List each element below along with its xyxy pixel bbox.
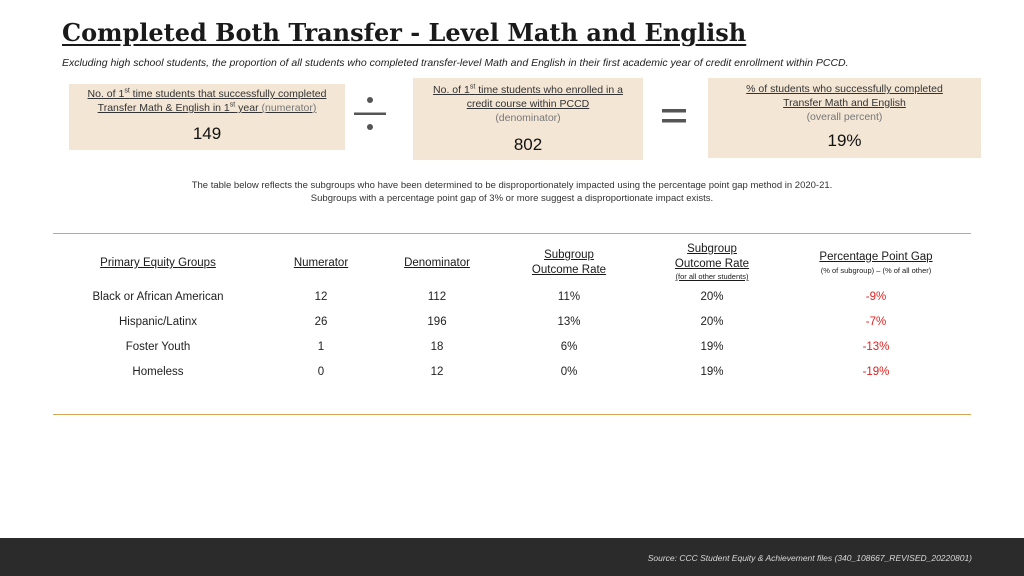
denominator-line-3: (denominator) bbox=[495, 112, 561, 124]
page-subtitle: Excluding high school students, the proportion of all students who completed transfer-level Math and English in their first academic year of credit enrollment within PCCD. bbox=[62, 57, 849, 69]
row-4-gap: -19% bbox=[862, 366, 890, 378]
denominator-box bbox=[413, 78, 643, 160]
row-4-numerator: 0 bbox=[317, 366, 325, 378]
row-1-gap: -9% bbox=[865, 291, 887, 303]
table-top-rule bbox=[53, 233, 971, 234]
numerator-line-2: Transfer Math & English in 1st year (numerator) bbox=[97, 101, 317, 114]
row-3-denominator: 18 bbox=[430, 341, 444, 353]
row-3-other-rate: 19% bbox=[700, 341, 724, 353]
row-2-gap: -7% bbox=[865, 316, 887, 328]
row-4-group: Homeless bbox=[132, 366, 184, 378]
result-line-1: % of students who successfully completed bbox=[746, 83, 943, 95]
row-2-subgroup-rate: 13% bbox=[557, 316, 581, 328]
result-line-2: Transfer Math and English bbox=[783, 97, 906, 109]
header-denominator: Denominator bbox=[404, 257, 470, 269]
row-2-denominator: 196 bbox=[427, 316, 447, 328]
divide-icon bbox=[352, 92, 388, 136]
footer-bar bbox=[0, 538, 1024, 576]
source-citation: Source: CCC Student Equity & Achievement files (340_108667_REVISED_20220801) bbox=[647, 553, 972, 563]
row-4-subgroup-rate: 0% bbox=[560, 366, 578, 378]
header-numerator: Numerator bbox=[293, 257, 349, 269]
row-3-gap: -13% bbox=[862, 341, 890, 353]
row-4-other-rate: 19% bbox=[700, 366, 724, 378]
row-4-denominator: 12 bbox=[430, 366, 444, 378]
equals-icon bbox=[660, 106, 688, 126]
row-1-numerator: 12 bbox=[314, 291, 328, 303]
denominator-line-1: No. of 1st time students who enrolled in a bbox=[433, 83, 623, 96]
result-line-3: (overall percent) bbox=[806, 111, 883, 123]
table-note-1: The table below reflects the subgroups who have been determined to be disproportionately impacted using the percentage point gap method in 2020-21. bbox=[191, 180, 833, 191]
result-value: 19% bbox=[827, 131, 862, 150]
denominator-value: 802 bbox=[513, 135, 543, 154]
row-3-group: Foster Youth bbox=[125, 341, 191, 353]
result-box bbox=[708, 78, 981, 158]
row-2-group: Hispanic/Latinx bbox=[119, 316, 197, 328]
denominator-line-2: credit course within PCCD bbox=[466, 98, 590, 110]
page-title: Completed Both Transfer - Level Math and English bbox=[62, 18, 747, 47]
header-subgroup-rate: Subgroup Outcome Rate bbox=[531, 249, 607, 276]
row-2-other-rate: 20% bbox=[700, 316, 724, 328]
table-bottom-rule bbox=[53, 414, 971, 415]
numerator-box bbox=[69, 84, 345, 150]
row-1-denominator: 112 bbox=[427, 291, 447, 303]
row-2-numerator: 26 bbox=[314, 316, 328, 328]
numerator-value: 149 bbox=[192, 124, 222, 143]
row-1-other-rate: 20% bbox=[700, 291, 724, 303]
row-3-numerator: 1 bbox=[317, 341, 325, 353]
row-1-group: Black or African American bbox=[92, 291, 224, 303]
numerator-line-1: No. of 1st time students that successfully completed bbox=[87, 87, 327, 100]
header-other-rate: Subgroup Outcome Rate (for all other students) bbox=[674, 243, 750, 281]
header-group: Primary Equity Groups bbox=[100, 257, 216, 269]
table-note-2: Subgroups with a percentage point gap of 3% or more suggest a disproportionate impact exists. bbox=[310, 193, 714, 204]
header-gap: Percentage Point Gap (% of subgroup) – (% of all other) bbox=[819, 251, 933, 275]
row-3-subgroup-rate: 6% bbox=[560, 341, 578, 353]
row-1-subgroup-rate: 11% bbox=[557, 291, 581, 303]
